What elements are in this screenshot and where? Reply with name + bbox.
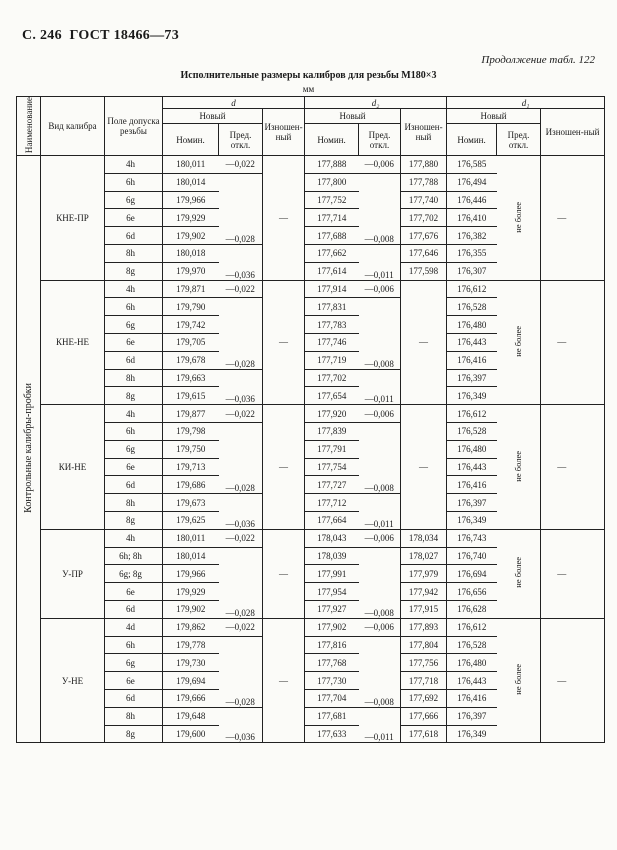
tolerance-cell: 6g; 8g xyxy=(105,565,163,583)
d-nom-cell: 180,014 xyxy=(163,173,219,191)
tolerance-cell: 8h xyxy=(105,494,163,512)
d2-dev-cell: —0,008 xyxy=(359,173,401,244)
d-dev-cell: —0,036 xyxy=(219,707,263,743)
col-d2-worn: Изношен-ный xyxy=(401,109,447,156)
tolerance-cell: 4h xyxy=(105,529,163,547)
d-dev-cell: —0,022 xyxy=(219,156,263,174)
tolerance-cell: 8h xyxy=(105,369,163,387)
d-nom-cell: 180,011 xyxy=(163,529,219,547)
col-d-nom: Номин. xyxy=(163,124,219,156)
d-dev-cell: —0,028 xyxy=(219,298,263,369)
d2-dev-cell: —0,008 xyxy=(359,547,401,618)
tolerance-cell: 4h xyxy=(105,280,163,298)
tolerance-cell: 6h xyxy=(105,636,163,654)
d1-nom-cell: 176,349 xyxy=(447,387,497,405)
d2-nom-cell: 177,681 xyxy=(305,707,359,725)
tolerance-cell: 8g xyxy=(105,512,163,530)
d1-nom-cell: 176,528 xyxy=(447,423,497,441)
d-dev-cell: —0,022 xyxy=(219,529,263,547)
not-more-label: не более xyxy=(513,557,524,589)
d2-nom-cell: 177,654 xyxy=(305,387,359,405)
continuation-note: Продолжение табл. 122 xyxy=(481,54,595,66)
gauge-kind: У-НЕ xyxy=(41,618,105,743)
d2-worn-cell: 177,740 xyxy=(401,191,447,209)
d2-nom-cell: 177,752 xyxy=(305,191,359,209)
d1-nom-cell: 176,446 xyxy=(447,191,497,209)
d2-nom-cell: 177,614 xyxy=(305,262,359,280)
col-tolerance: Поле допуска резьбы xyxy=(105,97,163,156)
tolerance-cell: 6e xyxy=(105,583,163,601)
not-more-label: не более xyxy=(513,664,524,695)
d-nom-cell: 179,663 xyxy=(163,369,219,387)
d1-dev-cell xyxy=(497,529,541,618)
d1-worn-extra xyxy=(583,405,605,530)
d2-nom-cell: 177,662 xyxy=(305,245,359,263)
table-row xyxy=(17,280,605,298)
d1-worn-cell: — xyxy=(541,405,583,530)
tolerance-cell: 6d xyxy=(105,476,163,494)
tolerance-cell: 6g xyxy=(105,440,163,458)
d1-nom-cell: 176,480 xyxy=(447,440,497,458)
d-nom-cell: 180,018 xyxy=(163,245,219,263)
d2-worn-cell: 177,666 xyxy=(401,707,447,725)
d2-worn-cell: 177,702 xyxy=(401,209,447,227)
tolerance-cell: 6e xyxy=(105,672,163,690)
d2-nom-cell: 177,783 xyxy=(305,316,359,334)
col-d2-nom: Номин. xyxy=(305,124,359,156)
table-unit: мм xyxy=(302,84,315,94)
d1-nom-cell: 176,416 xyxy=(447,689,497,707)
d1-nom-cell: 176,443 xyxy=(447,334,497,352)
d-worn-cell: — xyxy=(263,405,305,530)
d2-dev-cell: —0,011 xyxy=(359,494,401,530)
d2-dev-cell: —0,011 xyxy=(359,707,401,743)
d2-nom-cell: 177,914 xyxy=(305,280,359,298)
tolerance-cell: 8h xyxy=(105,245,163,263)
d1-dev-cell xyxy=(497,618,541,743)
col-d-dev: Пред. откл. xyxy=(219,124,263,156)
d2-worn-cell: 177,718 xyxy=(401,672,447,690)
d2-dev-cell: —0,008 xyxy=(359,636,401,707)
d2-worn-cell: 177,804 xyxy=(401,636,447,654)
d2-dev-cell: —0,006 xyxy=(359,156,401,174)
d1-nom-cell: 176,480 xyxy=(447,654,497,672)
d1-nom-cell: 176,307 xyxy=(447,262,497,280)
d2-nom-cell: 178,043 xyxy=(305,529,359,547)
d2-nom-cell: 177,730 xyxy=(305,672,359,690)
d-nom-cell: 179,902 xyxy=(163,601,219,619)
d1-nom-cell: 176,528 xyxy=(447,636,497,654)
tolerance-cell: 8g xyxy=(105,387,163,405)
d2-nom-cell: 177,954 xyxy=(305,583,359,601)
col-d2: d₂ xyxy=(305,97,447,109)
d-nom-cell: 179,600 xyxy=(163,725,219,743)
col-d1-worn: Изношен-ный xyxy=(541,109,605,156)
d-dev-cell: —0,022 xyxy=(219,618,263,636)
d1-nom-cell: 176,694 xyxy=(447,565,497,583)
d2-worn-cell: 177,979 xyxy=(401,565,447,583)
col-d-worn: Изношен-ный xyxy=(263,109,305,156)
d1-dev-cell xyxy=(497,156,541,281)
d1-nom-cell: 176,349 xyxy=(447,512,497,530)
d-nom-cell: 179,742 xyxy=(163,316,219,334)
standard-number: ГОСТ 18466—73 xyxy=(69,28,179,43)
d1-dev-cell xyxy=(497,405,541,530)
table-row xyxy=(17,618,605,636)
col-d1-dev: Пред. откл. xyxy=(497,124,541,156)
d-nom-cell: 179,713 xyxy=(163,458,219,476)
tolerance-cell: 6g xyxy=(105,654,163,672)
d2-dev-cell: —0,006 xyxy=(359,405,401,423)
d1-nom-cell: 176,410 xyxy=(447,209,497,227)
tolerance-cell: 8h xyxy=(105,707,163,725)
d-nom-cell: 179,648 xyxy=(163,707,219,725)
d2-nom-cell: 177,633 xyxy=(305,725,359,743)
d1-worn-cell: — xyxy=(541,156,583,281)
d-dev-cell: —0,036 xyxy=(219,245,263,281)
tolerance-cell: 6d xyxy=(105,227,163,245)
d1-nom-cell: 176,585 xyxy=(447,156,497,174)
d2-nom-cell: 177,800 xyxy=(305,173,359,191)
d2-worn-cell: 177,692 xyxy=(401,689,447,707)
d2-nom-cell: 177,664 xyxy=(305,512,359,530)
d-nom-cell: 179,625 xyxy=(163,512,219,530)
table-row xyxy=(17,529,605,547)
d-nom-cell: 180,014 xyxy=(163,547,219,565)
col-d1-new: Новый xyxy=(447,109,541,124)
d2-dev-cell: —0,006 xyxy=(359,618,401,636)
d2-worn-cell: 177,893 xyxy=(401,618,447,636)
d1-worn-cell: — xyxy=(541,280,583,405)
d2-nom-cell: 177,791 xyxy=(305,440,359,458)
d-nom-cell: 179,862 xyxy=(163,618,219,636)
d-nom-cell: 179,705 xyxy=(163,334,219,352)
d2-nom-cell: 177,920 xyxy=(305,405,359,423)
not-more-label: не более xyxy=(513,326,524,357)
group-label-cell xyxy=(17,156,41,743)
d2-worn-cell: 177,788 xyxy=(401,173,447,191)
d1-nom-cell: 176,355 xyxy=(447,245,497,263)
d2-dev-cell: —0,011 xyxy=(359,245,401,281)
gauge-table xyxy=(16,96,605,743)
col-d1-nom: Номин. xyxy=(447,124,497,156)
d2-nom-cell: 177,712 xyxy=(305,494,359,512)
col-kind: Вид калибра xyxy=(41,97,105,156)
d2-worn-cell: 177,646 xyxy=(401,245,447,263)
col-naming xyxy=(17,97,41,156)
table-row xyxy=(17,405,605,423)
d2-nom-cell: 177,719 xyxy=(305,351,359,369)
d1-nom-cell: 176,656 xyxy=(447,583,497,601)
page-header xyxy=(22,28,179,44)
d-dev-cell: —0,028 xyxy=(219,173,263,244)
tolerance-cell: 6e xyxy=(105,334,163,352)
d-nom-cell: 179,678 xyxy=(163,351,219,369)
group-label: Контрольные калибры-пробки xyxy=(22,383,34,514)
table-title: Исполнительные размеры калибров для резьбы М180×3 xyxy=(180,70,437,81)
d2-dev-cell: —0,006 xyxy=(359,529,401,547)
d-nom-cell: 179,750 xyxy=(163,440,219,458)
gauge-kind: У-ПР xyxy=(41,529,105,618)
table-row xyxy=(17,156,605,174)
d1-nom-cell: 176,743 xyxy=(447,529,497,547)
d1-nom-cell: 176,443 xyxy=(447,672,497,690)
tolerance-cell: 6g xyxy=(105,316,163,334)
d-nom-cell: 180,011 xyxy=(163,156,219,174)
d1-nom-cell: 176,612 xyxy=(447,405,497,423)
d2-nom-cell: 177,702 xyxy=(305,369,359,387)
d-dev-cell: —0,028 xyxy=(219,547,263,618)
d2-nom-cell: 177,768 xyxy=(305,654,359,672)
tolerance-cell: 8g xyxy=(105,725,163,743)
d-nom-cell: 179,790 xyxy=(163,298,219,316)
d2-worn-cell: 177,880 xyxy=(401,156,447,174)
d1-nom-cell: 176,416 xyxy=(447,476,497,494)
d-nom-cell: 179,877 xyxy=(163,405,219,423)
d-worn-cell: — xyxy=(263,280,305,405)
d1-worn-cell: — xyxy=(541,529,583,618)
d2-nom-cell: 177,714 xyxy=(305,209,359,227)
gauge-kind: КИ-НЕ xyxy=(41,405,105,530)
d2-nom-cell: 177,688 xyxy=(305,227,359,245)
d-nom-cell: 179,929 xyxy=(163,583,219,601)
d-nom-cell: 179,673 xyxy=(163,494,219,512)
d1-nom-cell: 176,397 xyxy=(447,494,497,512)
d2-dev-cell: —0,011 xyxy=(359,369,401,405)
d1-nom-cell: 176,480 xyxy=(447,316,497,334)
tolerance-cell: 4h xyxy=(105,405,163,423)
d2-nom-cell: 177,746 xyxy=(305,334,359,352)
tolerance-cell: 6d xyxy=(105,351,163,369)
d1-nom-cell: 176,740 xyxy=(447,547,497,565)
d-nom-cell: 179,966 xyxy=(163,565,219,583)
d2-worn-cell: 177,598 xyxy=(401,262,447,280)
d1-nom-cell: 176,628 xyxy=(447,601,497,619)
d-worn-cell: — xyxy=(263,156,305,281)
tolerance-cell: 6d xyxy=(105,601,163,619)
d2-nom-cell: 177,991 xyxy=(305,565,359,583)
tolerance-cell: 8g xyxy=(105,262,163,280)
d2-worn-cell: — xyxy=(401,405,447,530)
d-nom-cell: 179,730 xyxy=(163,654,219,672)
col-naming-label: Наименование xyxy=(23,97,34,154)
d2-nom-cell: 177,902 xyxy=(305,618,359,636)
d1-nom-cell: 176,349 xyxy=(447,725,497,743)
tolerance-cell: 6e xyxy=(105,458,163,476)
d2-nom-cell: 178,039 xyxy=(305,547,359,565)
d2-nom-cell: 177,704 xyxy=(305,689,359,707)
d2-dev-cell: —0,008 xyxy=(359,298,401,369)
d2-worn-cell: — xyxy=(401,280,447,405)
d2-worn-cell: 177,676 xyxy=(401,227,447,245)
d2-worn-cell: 178,034 xyxy=(401,529,447,547)
d-nom-cell: 179,615 xyxy=(163,387,219,405)
d2-dev-cell: —0,006 xyxy=(359,280,401,298)
d-nom-cell: 179,966 xyxy=(163,191,219,209)
tolerance-cell: 6h xyxy=(105,423,163,441)
d2-worn-cell: 177,618 xyxy=(401,725,447,743)
d2-nom-cell: 177,816 xyxy=(305,636,359,654)
d-dev-cell: —0,022 xyxy=(219,405,263,423)
d-nom-cell: 179,798 xyxy=(163,423,219,441)
d-worn-cell: — xyxy=(263,529,305,618)
d-nom-cell: 179,694 xyxy=(163,672,219,690)
tolerance-cell: 6e xyxy=(105,209,163,227)
d1-nom-cell: 176,382 xyxy=(447,227,497,245)
d1-nom-cell: 176,397 xyxy=(447,369,497,387)
d-nom-cell: 179,871 xyxy=(163,280,219,298)
d2-nom-cell: 177,727 xyxy=(305,476,359,494)
d-nom-cell: 179,929 xyxy=(163,209,219,227)
d-worn-cell: — xyxy=(263,618,305,743)
not-more-label: не более xyxy=(513,201,524,233)
d-dev-cell: —0,028 xyxy=(219,423,263,494)
d1-nom-cell: 176,397 xyxy=(447,707,497,725)
tolerance-cell: 4d xyxy=(105,618,163,636)
d1-worn-extra xyxy=(583,156,605,281)
d1-worn-extra xyxy=(583,618,605,743)
d-dev-cell: —0,028 xyxy=(219,636,263,707)
tolerance-cell: 6h; 8h xyxy=(105,547,163,565)
d1-worn-extra xyxy=(583,280,605,405)
d2-worn-cell: 177,756 xyxy=(401,654,447,672)
tolerance-cell: 6h xyxy=(105,173,163,191)
d1-nom-cell: 176,416 xyxy=(447,351,497,369)
d2-worn-cell: 177,942 xyxy=(401,583,447,601)
not-more-label: не более xyxy=(513,450,524,482)
d2-nom-cell: 177,831 xyxy=(305,298,359,316)
d-dev-cell: —0,036 xyxy=(219,369,263,405)
col-d2-new: Новый xyxy=(305,109,401,124)
gauge-kind: КНЕ-НЕ xyxy=(41,280,105,405)
d2-worn-cell: 178,027 xyxy=(401,547,447,565)
d2-nom-cell: 177,839 xyxy=(305,423,359,441)
d-nom-cell: 179,666 xyxy=(163,689,219,707)
tolerance-cell: 6h xyxy=(105,298,163,316)
d-dev-cell: —0,036 xyxy=(219,494,263,530)
tolerance-cell: 6d xyxy=(105,689,163,707)
d2-nom-cell: 177,927 xyxy=(305,601,359,619)
d1-nom-cell: 176,528 xyxy=(447,298,497,316)
col-d1: d₁ xyxy=(447,97,605,109)
d1-dev-cell xyxy=(497,280,541,405)
d1-nom-cell: 176,612 xyxy=(447,618,497,636)
d2-nom-cell: 177,754 xyxy=(305,458,359,476)
d1-nom-cell: 176,443 xyxy=(447,458,497,476)
gauge-kind: КНЕ-ПР xyxy=(41,156,105,281)
d2-worn-cell: 177,915 xyxy=(401,601,447,619)
col-d: d xyxy=(163,97,305,109)
d1-worn-extra xyxy=(583,529,605,618)
col-d2-dev: Пред. откл. xyxy=(359,124,401,156)
page-number: С. 246 xyxy=(22,28,62,43)
d-nom-cell: 179,686 xyxy=(163,476,219,494)
d2-dev-cell: —0,008 xyxy=(359,423,401,494)
d-nom-cell: 179,970 xyxy=(163,262,219,280)
d2-nom-cell: 177,888 xyxy=(305,156,359,174)
d1-nom-cell: 176,612 xyxy=(447,280,497,298)
d1-nom-cell: 176,494 xyxy=(447,173,497,191)
tolerance-cell: 4h xyxy=(105,156,163,174)
d-nom-cell: 179,902 xyxy=(163,227,219,245)
d-dev-cell: —0,022 xyxy=(219,280,263,298)
tolerance-cell: 6g xyxy=(105,191,163,209)
col-d-new: Новый xyxy=(163,109,263,124)
d-nom-cell: 179,778 xyxy=(163,636,219,654)
d1-worn-cell: — xyxy=(541,618,583,743)
